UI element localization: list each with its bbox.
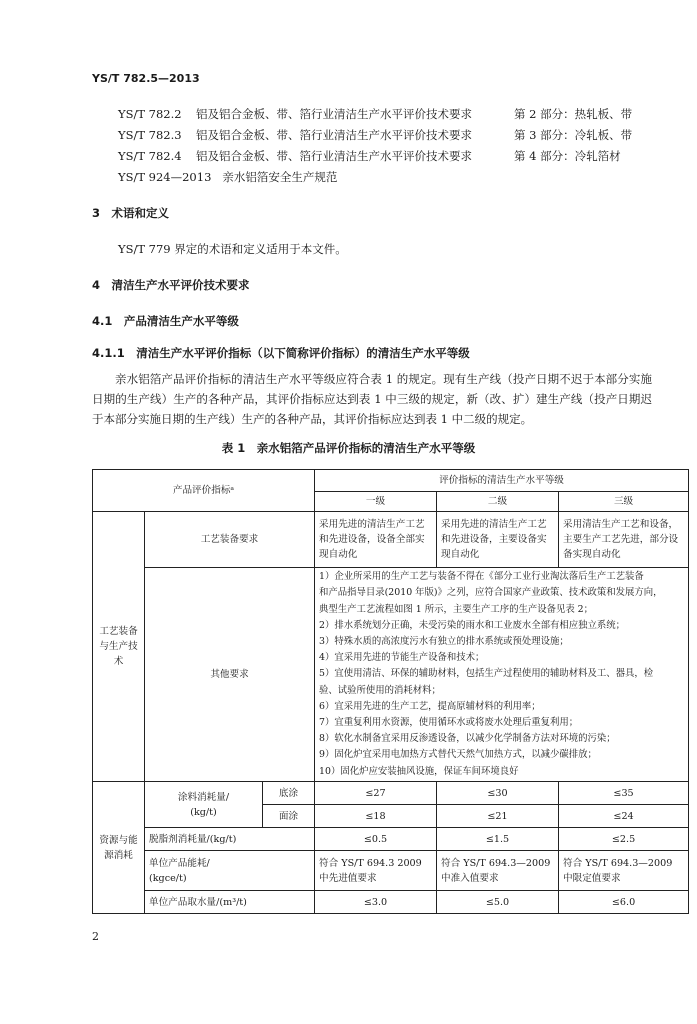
- list-item: 7）宜重复利用水资源，使用循环水或将废水处理后重复利用；: [319, 717, 579, 728]
- section-4-1-heading: 4.1 产品清洁生产水平等级: [92, 314, 239, 328]
- top-coat-label: 面涂: [263, 805, 315, 828]
- reference-list: [118, 106, 632, 185]
- section-4-heading: 4 清洁生产水平评价技术要求: [92, 278, 250, 292]
- equip-level-2: 采用先进的清洁生产工艺和先进设备，主要设备实现自动化: [437, 512, 559, 568]
- header-level-3: 三级: [559, 492, 689, 512]
- header-level-2: 二级: [437, 492, 559, 512]
- top-level-3: ≤24: [559, 805, 689, 828]
- list-item: 和产品指导目录(2010 年版)》之列，应符合国家产业政策、技术政策和发展方向，: [319, 587, 663, 599]
- other-req-list: [315, 568, 689, 782]
- degrease-label: 脱脂剂消耗量/(kg/t): [145, 828, 315, 851]
- base-coat-label: 底涂: [263, 782, 315, 805]
- category-resource-energy: 资源与能源消耗: [93, 782, 145, 914]
- section-4-1-1-body: 亲水铝箔产品评价指标的清洁生产水平等级应符合表 1 的规定。现有生产线（投产日期不迟于本部分实施日期的生产线）生产的各种产品，其评价指标应达到表 1 中三级的规定，新（改、扩）建生产线（投产日期迟于本部分实施日期的生产线）生产的各种产品，其评价指标应达到表 1 中二级的规定。: [92, 372, 652, 426]
- list-item: 1）企业所采用的生产工艺与装备不得在《部分工业行业淘汰落后生产工艺装备: [319, 571, 644, 583]
- equip-label: 工艺装备要求: [145, 512, 315, 568]
- table-caption: 表 1 亲水铝箔产品评价指标的清洁生产水平等级: [221, 441, 476, 455]
- base-level-3: ≤35: [559, 782, 689, 805]
- list-item: 5）宜使用清洁、环保的辅助材料，包括生产过程使用的辅助材料及工、器具，检: [319, 668, 654, 680]
- top-level-2: ≤21: [437, 805, 559, 828]
- section-3-heading: 3 术语和定义: [92, 206, 170, 220]
- list-item: 验、试验所使用的消耗材料；: [319, 684, 441, 696]
- equip-level-1: 采用先进的清洁生产工艺和先进设备，设备全部实现自动化: [315, 512, 437, 568]
- reference-item: YS/T 782.3 铝及铝合金板、带、箔行业清洁生产水平评价技术要求 第 3 部分：冷轧板、带: [118, 128, 633, 142]
- list-item: 3）特殊水质的高浓度污水有独立的排水系统或预处理设施；: [319, 635, 569, 647]
- list-item: 6）宜采用先进的生产工艺，提高原辅材料的利用率；: [319, 700, 541, 712]
- header-level-1: 一级: [315, 492, 437, 512]
- water-level-1: ≤3.0: [315, 891, 437, 914]
- energy-level-1: 符合 YS/T 694.3 2009 中先进值要求: [315, 851, 437, 891]
- degrease-level-2: ≤1.5: [437, 828, 559, 851]
- energy-label: 单位产品能耗/ (kgce/t): [145, 851, 315, 891]
- reference-item: YS/T 782.4 铝及铝合金板、带、箔行业清洁生产水平评价技术要求 第 4 部分：冷轧箔材: [118, 149, 621, 163]
- top-level-1: ≤18: [315, 805, 437, 828]
- water-level-2: ≤5.0: [437, 891, 559, 914]
- energy-level-2: 符合 YS/T 694.3—2009 中准入值要求: [437, 851, 559, 891]
- cleaner-production-table: [92, 469, 689, 914]
- other-req-label: 其他要求: [145, 568, 315, 782]
- base-level-2: ≤30: [437, 782, 559, 805]
- degrease-level-3: ≤2.5: [559, 828, 689, 851]
- water-label: 单位产品取水量/(m³/t): [145, 891, 315, 914]
- header-level: 评价指标的清洁生产水平等级: [315, 470, 689, 492]
- section-3-body: YS/T 779 界定的术语和定义适用于本文件。: [118, 242, 347, 256]
- list-item: 9）固化炉宜采用电加热方式替代天然气加热方式，以减少碳排放；: [319, 749, 597, 761]
- category-process-tech: 工艺装备与生产技术: [93, 512, 145, 782]
- list-item: 4）宜采用先进的节能生产设备和技术；: [319, 652, 485, 664]
- reference-item: YS/T 924—2013 亲水铝箔安全生产规范: [118, 170, 338, 184]
- list-item: 2）排水系统划分正确，未受污染的雨水和工业废水全部有相应独立系统；: [319, 619, 625, 631]
- header-indicator: 产品评价指标ᵃ: [93, 470, 315, 512]
- reference-item: YS/T 782.2 铝及铝合金板、带、箔行业清洁生产水平评价技术要求 第 2 部分：热轧板、带: [118, 107, 633, 121]
- base-level-1: ≤27: [315, 782, 437, 805]
- water-level-3: ≤6.0: [559, 891, 689, 914]
- list-item: 10）固化炉应安装抽风设施，保证车间环境良好: [319, 765, 519, 777]
- list-item: 典型生产工艺流程如图 1 所示，主要生产工序的生产设备见表 2；: [319, 603, 594, 615]
- energy-level-3: 符合 YS/T 694.3—2009 中限定值要求: [559, 851, 689, 891]
- coating-label: 涂料消耗量/ (kg/t): [145, 782, 263, 828]
- document-header: YS/T 782.5—2013: [92, 72, 200, 85]
- degrease-level-1: ≤0.5: [315, 828, 437, 851]
- list-item: 8）软化水制备宜采用反渗透设备，以减少化学制备方法对环境的污染；: [319, 733, 616, 745]
- section-4-1-1-heading: 4.1.1 清洁生产水平评价指标（以下简称评价指标）的清洁生产水平等级: [92, 346, 470, 360]
- page-number: 2: [92, 930, 99, 943]
- equip-level-3: 采用清洁生产工艺和设备，主要生产工艺先进，部分设备实现自动化: [559, 512, 689, 568]
